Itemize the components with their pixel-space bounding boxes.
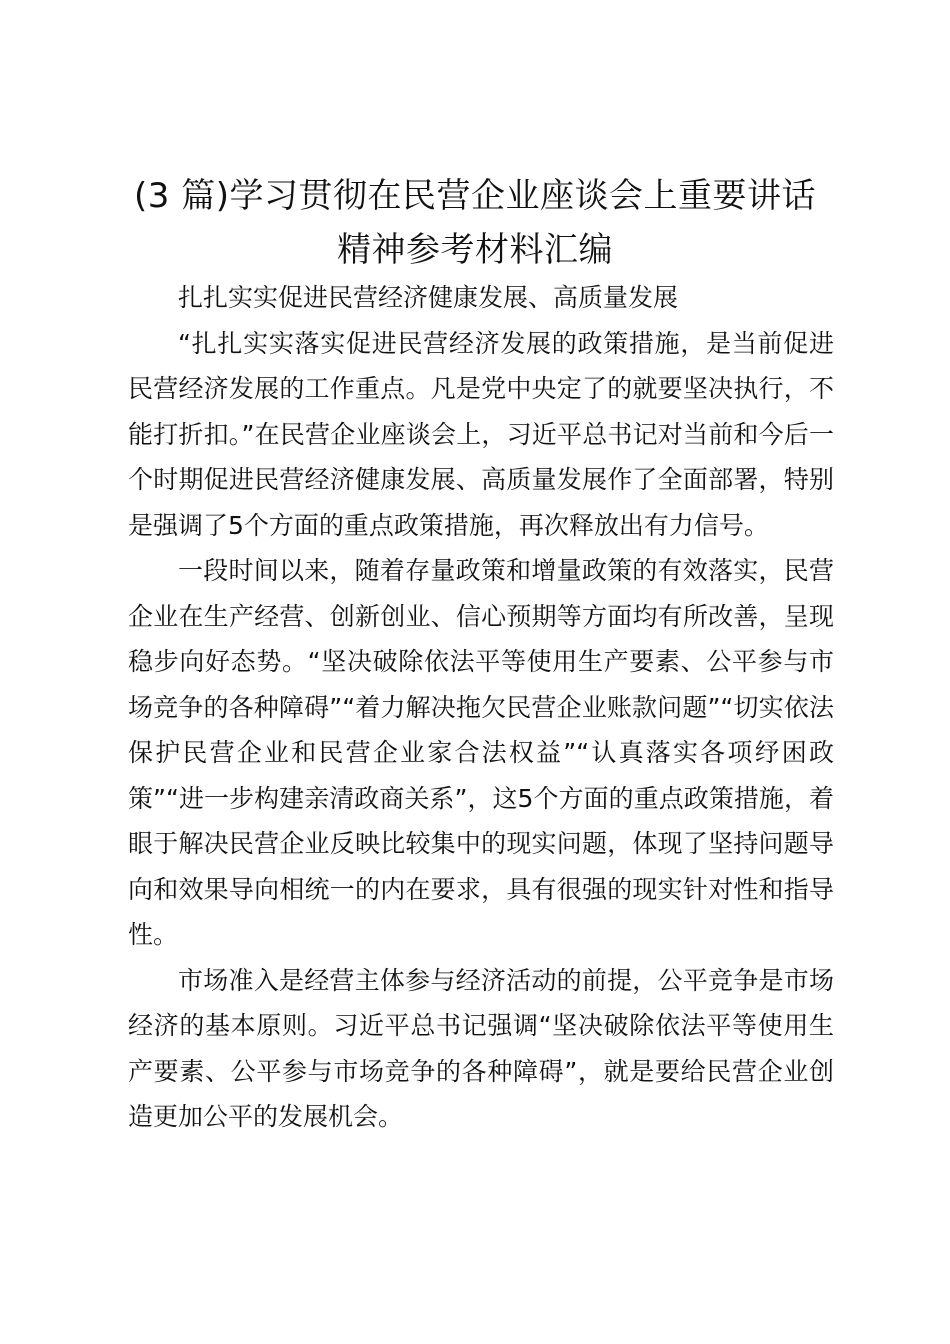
- body-paragraph-2: 一段时间以来，随着存量政策和增量政策的有效落实，民营企业在生产经营、创新创业、信心预期等方面均有所改善，呈现稳步向好态势。“坚决破除依法平等使用生产要素、公平参与市场竞争的各种障碍”“着力解决拖欠民营企业账款问题”“切实依法保护民营企业和民营企业家合法权益”“认真落实各项纾困政策”“进一步构建亲清政商关系”，这5个方面的重点政策措施，着眼于解决民营企业反映比较集中的现实问题，体现了坚持问题导向和效果导向相统一的内在要求，具有很强的现实针对性和指导性。: [128, 556, 834, 949]
- body-paragraph-3: 市场准入是经营主体参与经济活动的前提，公平竞争是市场经济的基本原则。习近平总书记强调“坚决破除依法平等使用生产要素、公平参与市场竞争的各种障碍”，就是要给民营企业创造更加公平的发展机会。: [128, 965, 834, 1131]
- document-body: [128, 275, 834, 1140]
- document-title-line-2: 精神参考材料汇编: [337, 230, 613, 270]
- subtitle-paragraph: 扎扎实实促进民营经济健康发展、高质量发展: [178, 283, 679, 312]
- document-title-line-1: (3 篇)学习贯彻在民营企业座谈会上重要讲话: [134, 176, 816, 216]
- body-paragraph-1: “扎扎实实落实促进民营经济发展的政策措施，是当前促进民营经济发展的工作重点。凡是党中央定了的就要坚决执行，不能打折扣。”在民营企业座谈会上，习近平总书记对当前和今后一个时期促进民营经济健康发展、高质量发展作了全面部署，特别是强调了5个方面的重点政策措施，再次释放出有力信号。: [128, 328, 834, 540]
